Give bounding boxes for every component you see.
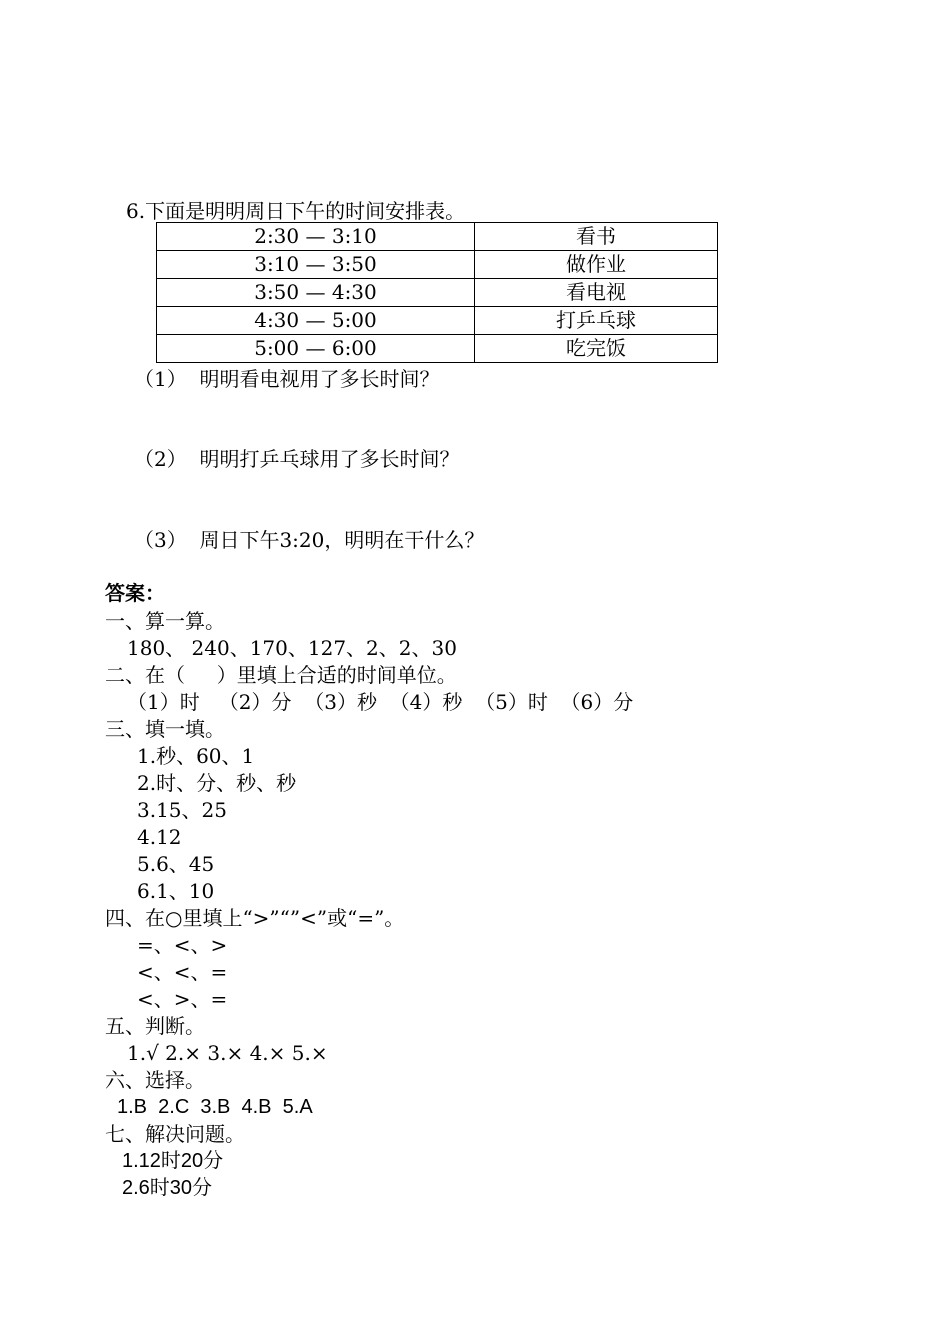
- answer-section-title: 二、在（ ）里填上合适的时间单位。: [105, 663, 457, 687]
- answer-item: 5.6、45: [137, 852, 215, 876]
- table-row: [157, 307, 718, 335]
- answer-section-title: 五、判断。: [105, 1014, 205, 1038]
- answer-item: （1）时 （2）分 （3）秒 （4）秒 （5）时 （6）分: [127, 690, 634, 714]
- table-row: [157, 251, 718, 279]
- schedule-activity: 看书: [475, 223, 718, 251]
- schedule-time: 3:50 — 4:30: [157, 279, 475, 307]
- answer-item: 1.B 2.C 3.B 4.B 5.A: [117, 1096, 313, 1118]
- answer-section-title: 四、在○里填上“>”“”<”或“=”。: [105, 906, 405, 930]
- answer-item: 6.1、10: [137, 879, 215, 903]
- answer-item: <、>、=: [137, 987, 228, 1011]
- sub-question-1: （1） 明明看电视用了多长时间？: [134, 367, 440, 391]
- schedule-activity: 打乒乓球: [475, 307, 718, 335]
- answer-item: 1.√ 2.× 3.× 4.× 5.×: [127, 1041, 328, 1065]
- answer-item: =、<、>: [137, 933, 228, 957]
- answer-item: 2.6时30分: [122, 1177, 213, 1199]
- answer-item: 1.秒、60、1: [137, 744, 255, 768]
- answer-item: 2.时、分、秒、秒: [137, 771, 297, 795]
- schedule-activity: 做作业: [475, 251, 718, 279]
- answer-section-title: 七、解决问题。: [105, 1122, 245, 1146]
- question-title: 6.下面是明明周日下午的时间安排表。: [126, 199, 466, 223]
- schedule-time: 2:30 — 3:10: [157, 223, 475, 251]
- answer-item: 4.12: [137, 825, 182, 849]
- answer-section-title: 六、选择。: [105, 1068, 205, 1092]
- answer-item: 3.15、25: [137, 798, 227, 822]
- table-row: [157, 279, 718, 307]
- table-row: [157, 335, 718, 363]
- sub-question-3: （3） 周日下午3:20，明明在干什么？: [134, 528, 485, 552]
- answer-item: <、<、=: [137, 960, 228, 984]
- sub-question-2: （2） 明明打乒乓球用了多长时间？: [134, 447, 460, 471]
- schedule-time: 4:30 — 5:00: [157, 307, 475, 335]
- schedule-activity: 吃完饭: [475, 335, 718, 363]
- schedule-table: [156, 222, 718, 363]
- schedule-time: 5:00 — 6:00: [157, 335, 475, 363]
- schedule-time: 3:10 — 3:50: [157, 251, 475, 279]
- answer-item: 1.12时20分: [122, 1150, 224, 1172]
- answer-item: 180、 240、170、127、2、2、30: [127, 636, 457, 660]
- answer-section-title: 一、算一算。: [105, 609, 225, 633]
- answers-heading: 答案：: [105, 583, 165, 605]
- schedule-activity: 看电视: [475, 279, 718, 307]
- table-row: [157, 223, 718, 251]
- answer-section-title: 三、填一填。: [105, 717, 225, 741]
